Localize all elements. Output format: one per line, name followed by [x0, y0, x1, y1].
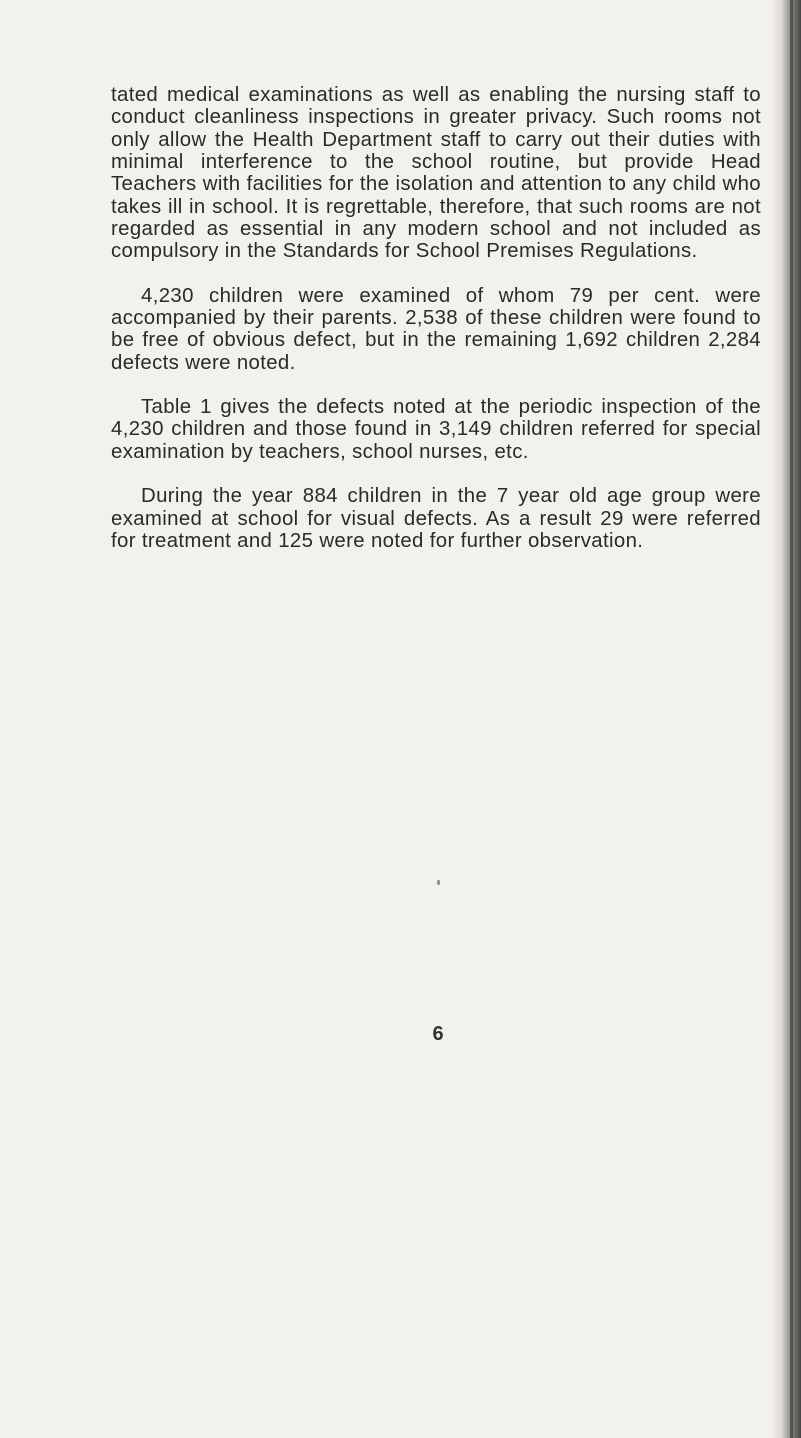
paragraph-medical-rooms: tated medical examinations as well as enabling the nursing staff to conduct cleanliness inspections in greater privacy. Such rooms not only allow the Health Department staff to carry out their duties with minimal interference to the school routine, but provide Head Teachers with facilities for the isolation and attention to any child who takes ill in school. It is regrettable, therefore, that such rooms are not regarded as essential in any modern school and not included as compulsory in the Standards for School Premises Regulations. [111, 84, 761, 263]
page-binding-shadow [771, 0, 801, 1438]
page-number: 6 [432, 1023, 444, 1045]
page-binding-line [790, 0, 793, 1438]
body-text [111, 84, 761, 552]
print-speck [437, 880, 440, 885]
paragraph-table-reference: Table 1 gives the defects noted at the periodic inspection of the 4,230 children and those found in 3,149 children referred for special examination by teachers, school nurses, etc. [111, 396, 761, 463]
paragraph-children-examined: 4,230 children were examined of whom 79 per cent. were accompanied by their parents. 2,538 of these children were found to be free of obvious defect, but in the remaining 1,692 children 2,284 defects were noted. [111, 284, 761, 374]
paragraph-visual-defects: During the year 884 children in the 7 year old age group were examined at school for visual defects. As a result 29 were referred for treatment and 125 were noted for further observation. [111, 485, 761, 552]
